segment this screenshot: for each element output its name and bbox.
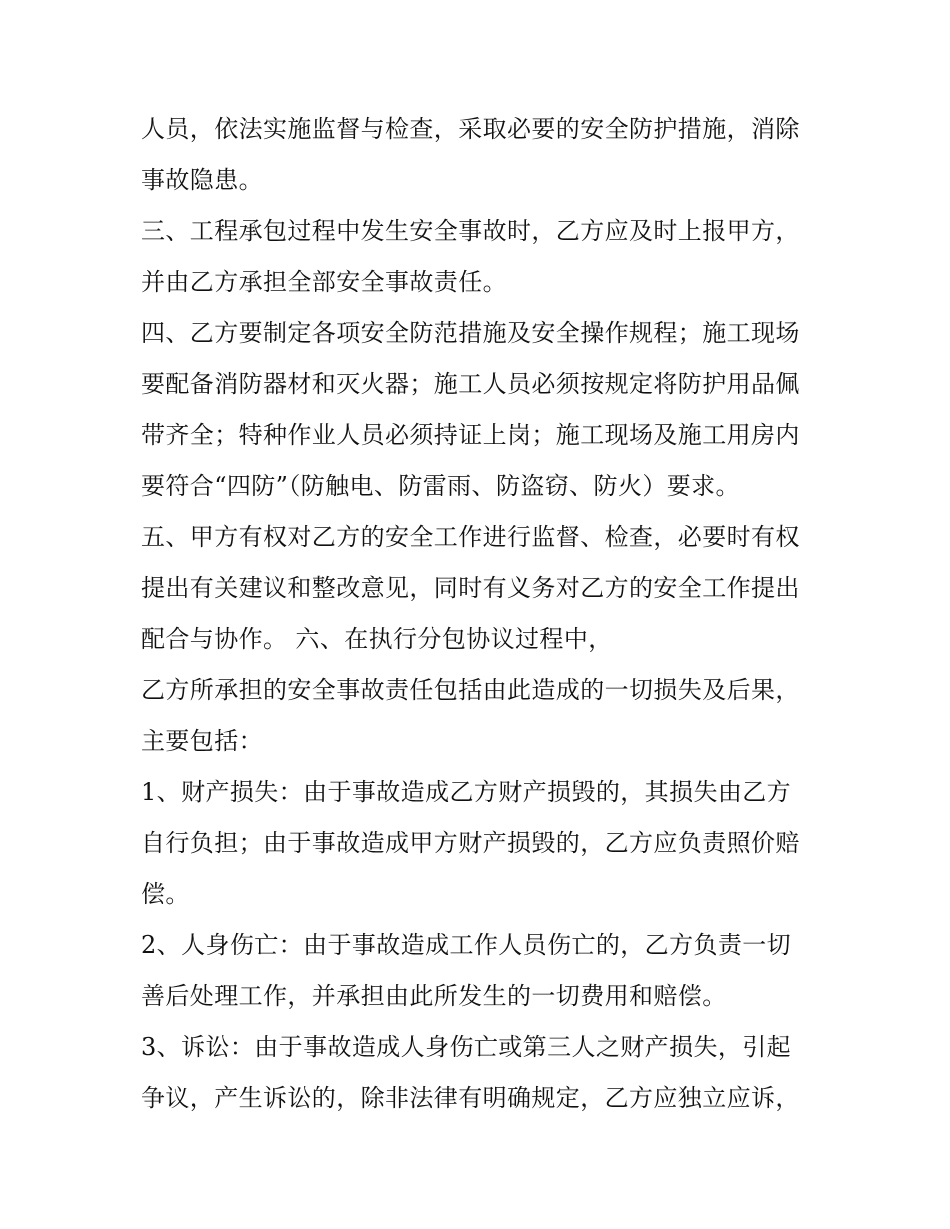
text-line-3: 三、工程承包过程中发生安全事故时，乙方应及时上报甲方， xyxy=(141,217,800,245)
document-page xyxy=(141,104,821,1124)
text-line-16: 偿。 xyxy=(141,880,190,908)
text-line-10: 提出有关建议和整改意见，同时有义务对乙方的安全工作提出 xyxy=(141,574,800,602)
text-line-7: 带齐全；特种作业人员必须持证上岗；施工现场及施工用房内 xyxy=(141,421,800,449)
text-line-19: 3、诉讼：由于事故造成人身伤亡或第三人之财产损失，引起 xyxy=(141,1033,792,1061)
text-line-8: 要符合“四防”（防触电、防雷雨、防盗窃、防火）要求。 xyxy=(141,472,740,500)
text-line-2: 事故隐患。 xyxy=(141,166,263,194)
text-line-11: 配合与协作。 六、在执行分包协议过程中， xyxy=(141,625,613,653)
text-line-4: 并由乙方承担全部安全事故责任。 xyxy=(141,268,507,296)
text-line-1: 人员，依法实施监督与检查，采取必要的安全防护措施，消除 xyxy=(141,115,800,143)
text-line-6: 要配备消防器材和灭火器；施工人员必须按规定将防护用品佩 xyxy=(141,370,800,398)
text-line-12: 乙方所承担的安全事故责任包括由此造成的一切损失及后果， xyxy=(141,676,800,704)
text-line-9: 五、甲方有权对乙方的安全工作进行监督、检查，必要时有权 xyxy=(141,523,800,551)
text-line-5: 四、乙方要制定各项安全防范措施及安全操作规程；施工现场 xyxy=(141,319,800,347)
text-line-20: 争议，产生诉讼的，除非法律有明确规定，乙方应独立应诉， xyxy=(141,1084,800,1112)
text-line-17: 2、人身伤亡：由于事故造成工作人员伤亡的，乙方负责一切 xyxy=(141,931,792,959)
text-line-14: 1、财产损失：由于事故造成乙方财产损毁的，其损失由乙方 xyxy=(141,778,792,806)
text-line-13: 主要包括： xyxy=(141,727,263,755)
text-line-18: 善后处理工作，并承担由此所发生的一切费用和赔偿。 xyxy=(141,982,727,1010)
text-line-15: 自行负担；由于事故造成甲方财产损毁的，乙方应负责照价赔 xyxy=(141,829,800,857)
